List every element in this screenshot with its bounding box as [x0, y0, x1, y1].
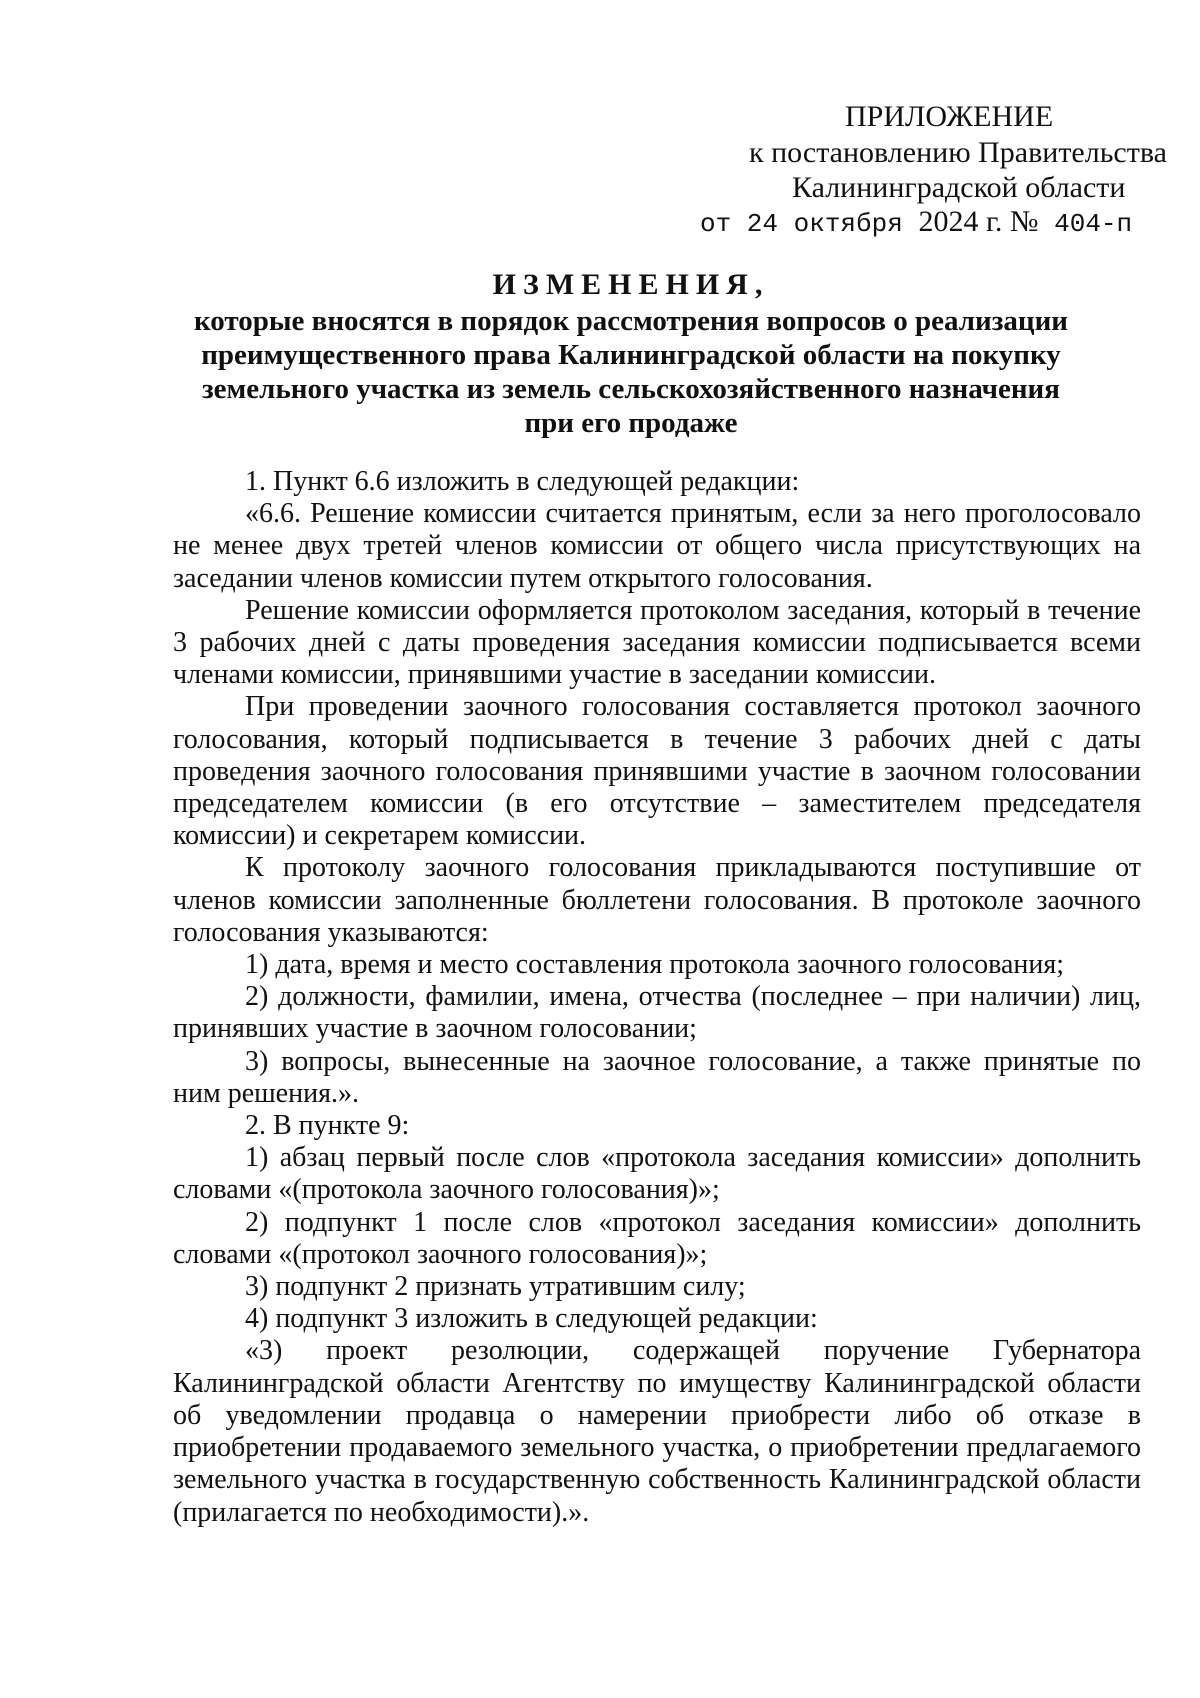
region-name: Калининградской области — [792, 171, 1126, 204]
date-year: 2024 г. № — [918, 205, 1039, 238]
paragraph: Решение комиссии оформляется протоколом заседания, который в течение 3 рабочих дней с даты проведения заседания комиссии подписывается всеми членами комиссии, принявшими участие в заседании комиссии. — [173, 594, 1141, 691]
document-title: ИЗМЕНЕНИЯ, — [492, 268, 770, 301]
subtitle-line: которые вносятся в порядок рассмотрения вопросов о реализации — [193, 305, 1069, 337]
list-item: «3) проект резолюции, содержащей поручение Губернатора Калининградской области Агентству по имуществу Калининградской области об уведомлении продавца о намерении приобрести либо об отказе в приобретении продаваемого земельного участка, о приобретении предлагаемого земельного участка в государственную собственность Калининградской области (прилагается по необходимости).». — [173, 1335, 1141, 1528]
list-item: 1) дата, время и место составления протокола заочного голосования; — [245, 949, 1065, 981]
list-item: 2) подпункт 1 после слов «протокол заседания комиссии» дополнить словами «(протокол заочного голосования)»; — [173, 1206, 1141, 1270]
appendix-label: ПРИЛОЖЕНИЕ — [845, 100, 1054, 133]
resolution-date-number — [700, 205, 1132, 241]
resolution-number: 404-п — [1054, 209, 1133, 239]
date-prefix: от 24 октября — [700, 209, 903, 239]
subtitle-line: при его продаже — [524, 407, 738, 439]
subtitle-line: преимущественного права Калининградской области на покупку — [201, 339, 1061, 371]
list-item: 3) подпункт 2 признать утратившим силу; — [245, 1271, 746, 1303]
list-item: 4) подпункт 3 изложить в следующей редакции: — [245, 1303, 818, 1335]
resolution-reference: к постановлению Правительства — [749, 136, 1167, 169]
paragraph: 1. Пункт 6.6 изложить в следующей редакции: — [245, 466, 800, 497]
paragraph: 2. В пункте 9: — [245, 1110, 410, 1142]
list-item: 2) должности, фамилии, имена, отчества (последнее – при наличии) лиц, принявших участие в заочном голосовании; — [173, 981, 1141, 1045]
paragraph: «6.6. Решение комиссии считается принятым, если за него проголосовало не менее двух третей членов комиссии от общего числа присутствующих на заседании членов комиссии путем открытого голосования. — [173, 498, 1141, 594]
document-title-block — [175, 268, 1087, 440]
list-item: 1) абзац первый после слов «протокола заседания комиссии» дополнить словами «(протокола заочного голосования)»; — [173, 1142, 1141, 1206]
document-body — [173, 466, 1141, 1529]
paragraph: При проведении заочного голосования составляется протокол заочного голосования, который подписывается в течение 3 рабочих дней с даты проведения заочного голосования принявшими участие в заочном голосовании председателем комиссии (в его отсутствие – заместителем председателя комиссии) и секретарем комиссии. — [173, 691, 1141, 852]
list-item: 3) вопросы, вынесенные на заочное голосование, а также принятые по ним решения.». — [173, 1045, 1141, 1109]
paragraph: К протоколу заочного голосования прикладываются поступившие от членов комиссии заполненные бюллетени голосования. В протоколе заочного голосования указываются: — [173, 852, 1141, 948]
subtitle-line: земельного участка из земель сельскохозяйственного назначения — [202, 373, 1060, 405]
